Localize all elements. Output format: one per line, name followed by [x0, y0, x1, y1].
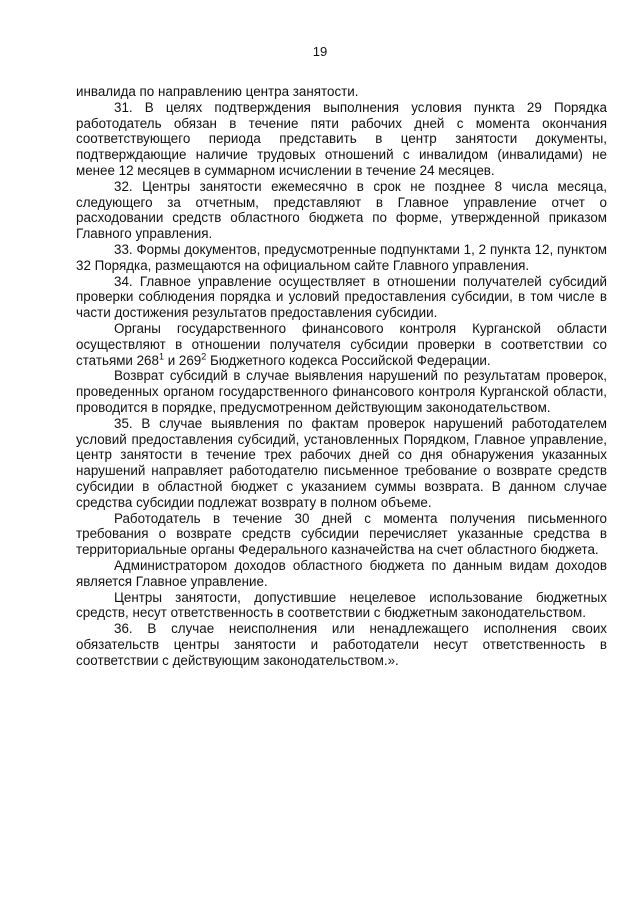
paragraph-33: 33. Формы документов, предусмотренные подпунктами 1, 2 пункта 12, пунктом 32 Порядка, размещаются на официальном сайте Главного управления. — [76, 241, 607, 273]
paragraph: инвалида по направлению центра занятости. — [76, 84, 359, 99]
paragraph-31: 31. В целях подтверждения выполнения условия пункта 29 Порядка работодатель обязан в течение пяти рабочих дней с момента окончания соответствующего периода представить в центр занятости документы, подтверждающие наличие трудовых отношений с инвалидом (инвалидами) не менее 12 месяцев в суммарном исчислении в течение 24 месяцев. — [76, 99, 607, 178]
text-segment: и 269 — [163, 352, 202, 368]
superscript: 1 — [158, 351, 164, 362]
paragraph-32: 32. Центры занятости ежемесячно в срок не позднее 8 числа месяца, следующего за отчетным, представляют в Главное управление отчет о расходовании средств областного бюджета по форме, утвержденной приказом Главного управления. — [76, 178, 607, 242]
paragraph-responsibility: Центры занятости, допустившие нецелевое использование бюджетных средств, несут ответственность в соответствии с бюджетным законодательством. — [76, 589, 607, 621]
paragraph-36: 36. В случае неисполнения или ненадлежащего исполнения своих обязательств центры занятости и работодатели несут ответственность в соответствии с действующим законодательством.». — [76, 621, 607, 668]
paragraph-administrator: Администратором доходов областного бюджета по данным видам доходов является Главное управление. — [76, 557, 607, 589]
paragraph-34: 34. Главное управление осуществляет в отношении получателей субсидий проверки соблюдения порядка и условий предоставления субсидии, в том числе в части достижения результатов предоставления субсидии. — [76, 273, 607, 321]
paragraph-financial-control — [76, 321, 607, 368]
superscript: 2 — [201, 351, 207, 362]
paragraph-35: 35. В случае выявления по фактам проверок нарушений работодателем условий предоставления субсидий, установленных Порядком, Главное управление, центр занятости в течение трех рабочих дней со дня обнаружения указанных нарушений направляет работодателю письменное требование о возврате средств субсидии в областной бюджет с указанием суммы возврата. В данном случае средства субсидии подлежат возврату в полном объеме. — [76, 415, 607, 510]
paragraph-refund: Возврат субсидий в случае выявления нарушений по результатам проверок, проведенных органом государственного финансового контроля Курганской области, проводится в порядке, предусмотренном действующим законодательством. — [76, 368, 607, 415]
paragraph-employer-transfer: Работодатель в течение 30 дней с момента получения письменного требования о возврате средств субсидии перечисляет указанные средства в территориальные органы Федерального казначейства на счет областного бюджета. — [76, 510, 607, 558]
text-segment: Органы государственного финансового контроля Курганской области осуществляют в отношении получателя субсидии проверки в соответствии со статьями 268 — [76, 320, 607, 368]
document-body — [76, 84, 607, 668]
text-segment: Бюджетного кодекса Российской Федерации. — [206, 352, 491, 368]
page-number: 19 — [312, 44, 328, 59]
